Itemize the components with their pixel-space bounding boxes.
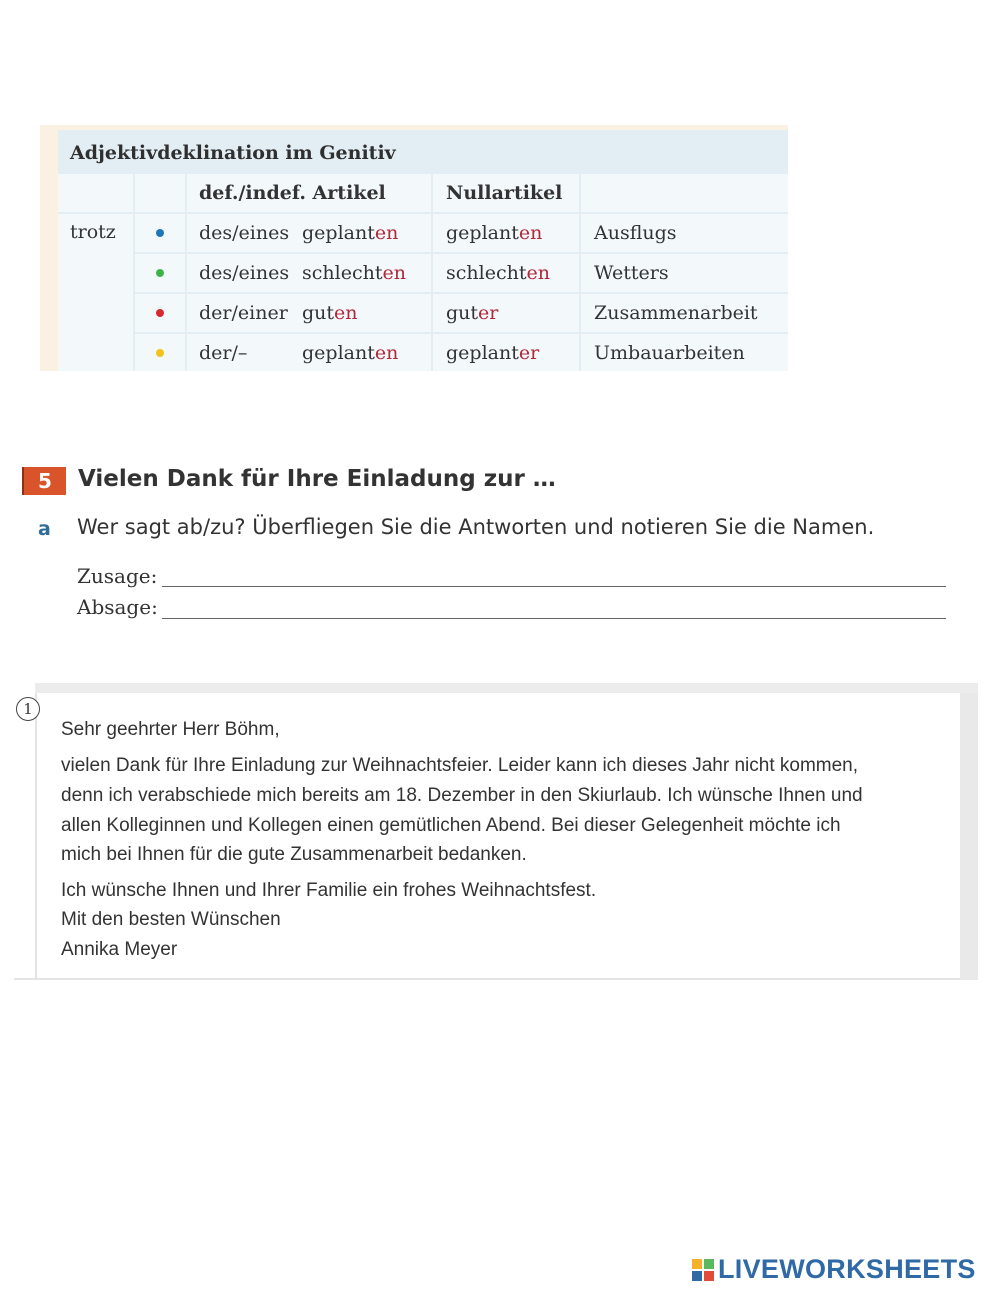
row-4-noun: Umbauarbeiten	[594, 341, 745, 364]
row-3-noun-cell	[581, 294, 788, 332]
row-3-adj-stem: gut	[302, 302, 335, 324]
letter-wish: Ich wünsche Ihnen und Ihrer Familie ein frohes Weihnachtsfest.	[61, 880, 597, 901]
row-4-dot	[156, 349, 164, 357]
liveworksheets-logo-text: LIVEWORKSHEETS	[718, 1254, 976, 1284]
row-1-adj-ending: en	[374, 222, 399, 244]
letter-card-right-shadow	[960, 693, 978, 980]
row-1-null-cell	[433, 214, 579, 252]
row-2-dot-cell	[135, 254, 185, 292]
zusage-label: Zusage:	[77, 564, 158, 588]
row-2-null-cell	[433, 254, 579, 292]
header-empty-2	[135, 174, 185, 212]
exercise-title: Vielen Dank für Ihre Einladung zur …	[78, 466, 556, 492]
header-empty-3	[581, 174, 788, 212]
letter-body-line-3: allen Kolleginnen und Kollegen einen gemütlichen Abend. Bei dieser Gelegenheit möchte ich	[61, 815, 841, 836]
row-1-noun-cell	[581, 214, 788, 252]
row-3-noun: Zusammenarbeit	[594, 302, 758, 324]
letter-card-bottom-edge	[14, 978, 960, 980]
row-3-article: der/einer	[199, 302, 288, 324]
row-3-null-cell	[433, 294, 579, 332]
row-4-null-ending: er	[518, 341, 540, 364]
row-3-article-cell	[187, 294, 431, 332]
row-1-article: des/eines	[199, 222, 290, 244]
row-2-null-stem: schlecht	[446, 262, 527, 284]
row-2-adj-stem: schlecht	[302, 262, 383, 284]
zusage-answer-line[interactable]	[162, 586, 946, 587]
row-4-dot-cell	[135, 334, 185, 371]
grammar-box	[40, 125, 788, 371]
row-4-adj-ending: en	[374, 341, 399, 364]
row-2-noun-cell	[581, 254, 788, 292]
row-2-article-cell	[187, 254, 431, 292]
row-3-adj-ending: en	[334, 302, 358, 324]
subtask-instruction: Wer sagt ab/zu? Überfliegen Sie die Antworten und notieren Sie die Namen.	[77, 515, 875, 539]
grammar-table	[58, 130, 788, 371]
letter-signature: Annika Meyer	[61, 939, 178, 960]
preposition-text: trotz	[70, 221, 116, 243]
row-4-article: der/–	[199, 341, 248, 364]
letter-body-line-2: denn ich verabschiede mich bereits am 18. Dezember in den Skiurlaub. Ich wünsche Ihnen und	[61, 785, 863, 806]
letter-body-line-4: mich bei Ihnen für die gute Zusammenarbeit bedanken.	[61, 844, 527, 865]
row-2-article: des/eines	[199, 262, 290, 284]
row-4-adj-stem: geplant	[302, 341, 375, 364]
row-2-null-ending: en	[526, 262, 550, 284]
liveworksheets-logo[interactable]	[692, 1254, 976, 1285]
header-articles: def./indef. Artikel	[187, 174, 431, 212]
row-4-article-cell	[187, 334, 431, 371]
row-2-dot	[156, 269, 164, 277]
row-1-article-cell	[187, 214, 431, 252]
header-nullartikel: Nullartikel	[433, 174, 579, 212]
header-empty-1	[58, 174, 133, 212]
absage-answer-line[interactable]	[162, 618, 946, 619]
letter-body-line-1: vielen Dank für Ihre Einladung zur Weihnachtsfeier. Leider kann ich dieses Jahr nicht kommen,	[61, 755, 859, 776]
exercise-number-badge: 5	[24, 467, 66, 495]
row-1-null-ending: en	[518, 222, 543, 244]
preposition-cell	[58, 214, 133, 371]
row-3-dot	[156, 309, 164, 317]
letter-greeting: Sehr geehrter Herr Böhm,	[61, 719, 280, 740]
row-2-noun: Wetters	[594, 262, 669, 284]
row-1-noun: Ausflugs	[594, 222, 677, 244]
subtask-letter: a	[38, 518, 51, 540]
row-1-adj-stem: geplant	[302, 222, 375, 244]
row-4-null-cell	[433, 334, 579, 371]
letter-card-top-shadow	[35, 683, 978, 693]
grammar-side-strip	[40, 125, 58, 371]
letter-closing: Mit den besten Wünschen	[61, 909, 281, 930]
row-3-dot-cell	[135, 294, 185, 332]
row-1-dot	[156, 229, 164, 237]
letter-number-circle: 1	[16, 697, 40, 721]
liveworksheets-logo-icon	[692, 1259, 714, 1281]
row-1-dot-cell	[135, 214, 185, 252]
row-3-null-stem: gut	[446, 302, 479, 324]
row-1-null-stem: geplant	[446, 222, 519, 244]
row-4-null-stem: geplant	[446, 341, 519, 364]
row-4-noun-cell	[581, 334, 788, 371]
row-3-null-ending: er	[478, 302, 499, 324]
row-2-adj-ending: en	[382, 262, 406, 284]
grammar-title: Adjektivdeklination im Genitiv	[70, 142, 396, 164]
absage-label: Absage:	[77, 595, 158, 619]
